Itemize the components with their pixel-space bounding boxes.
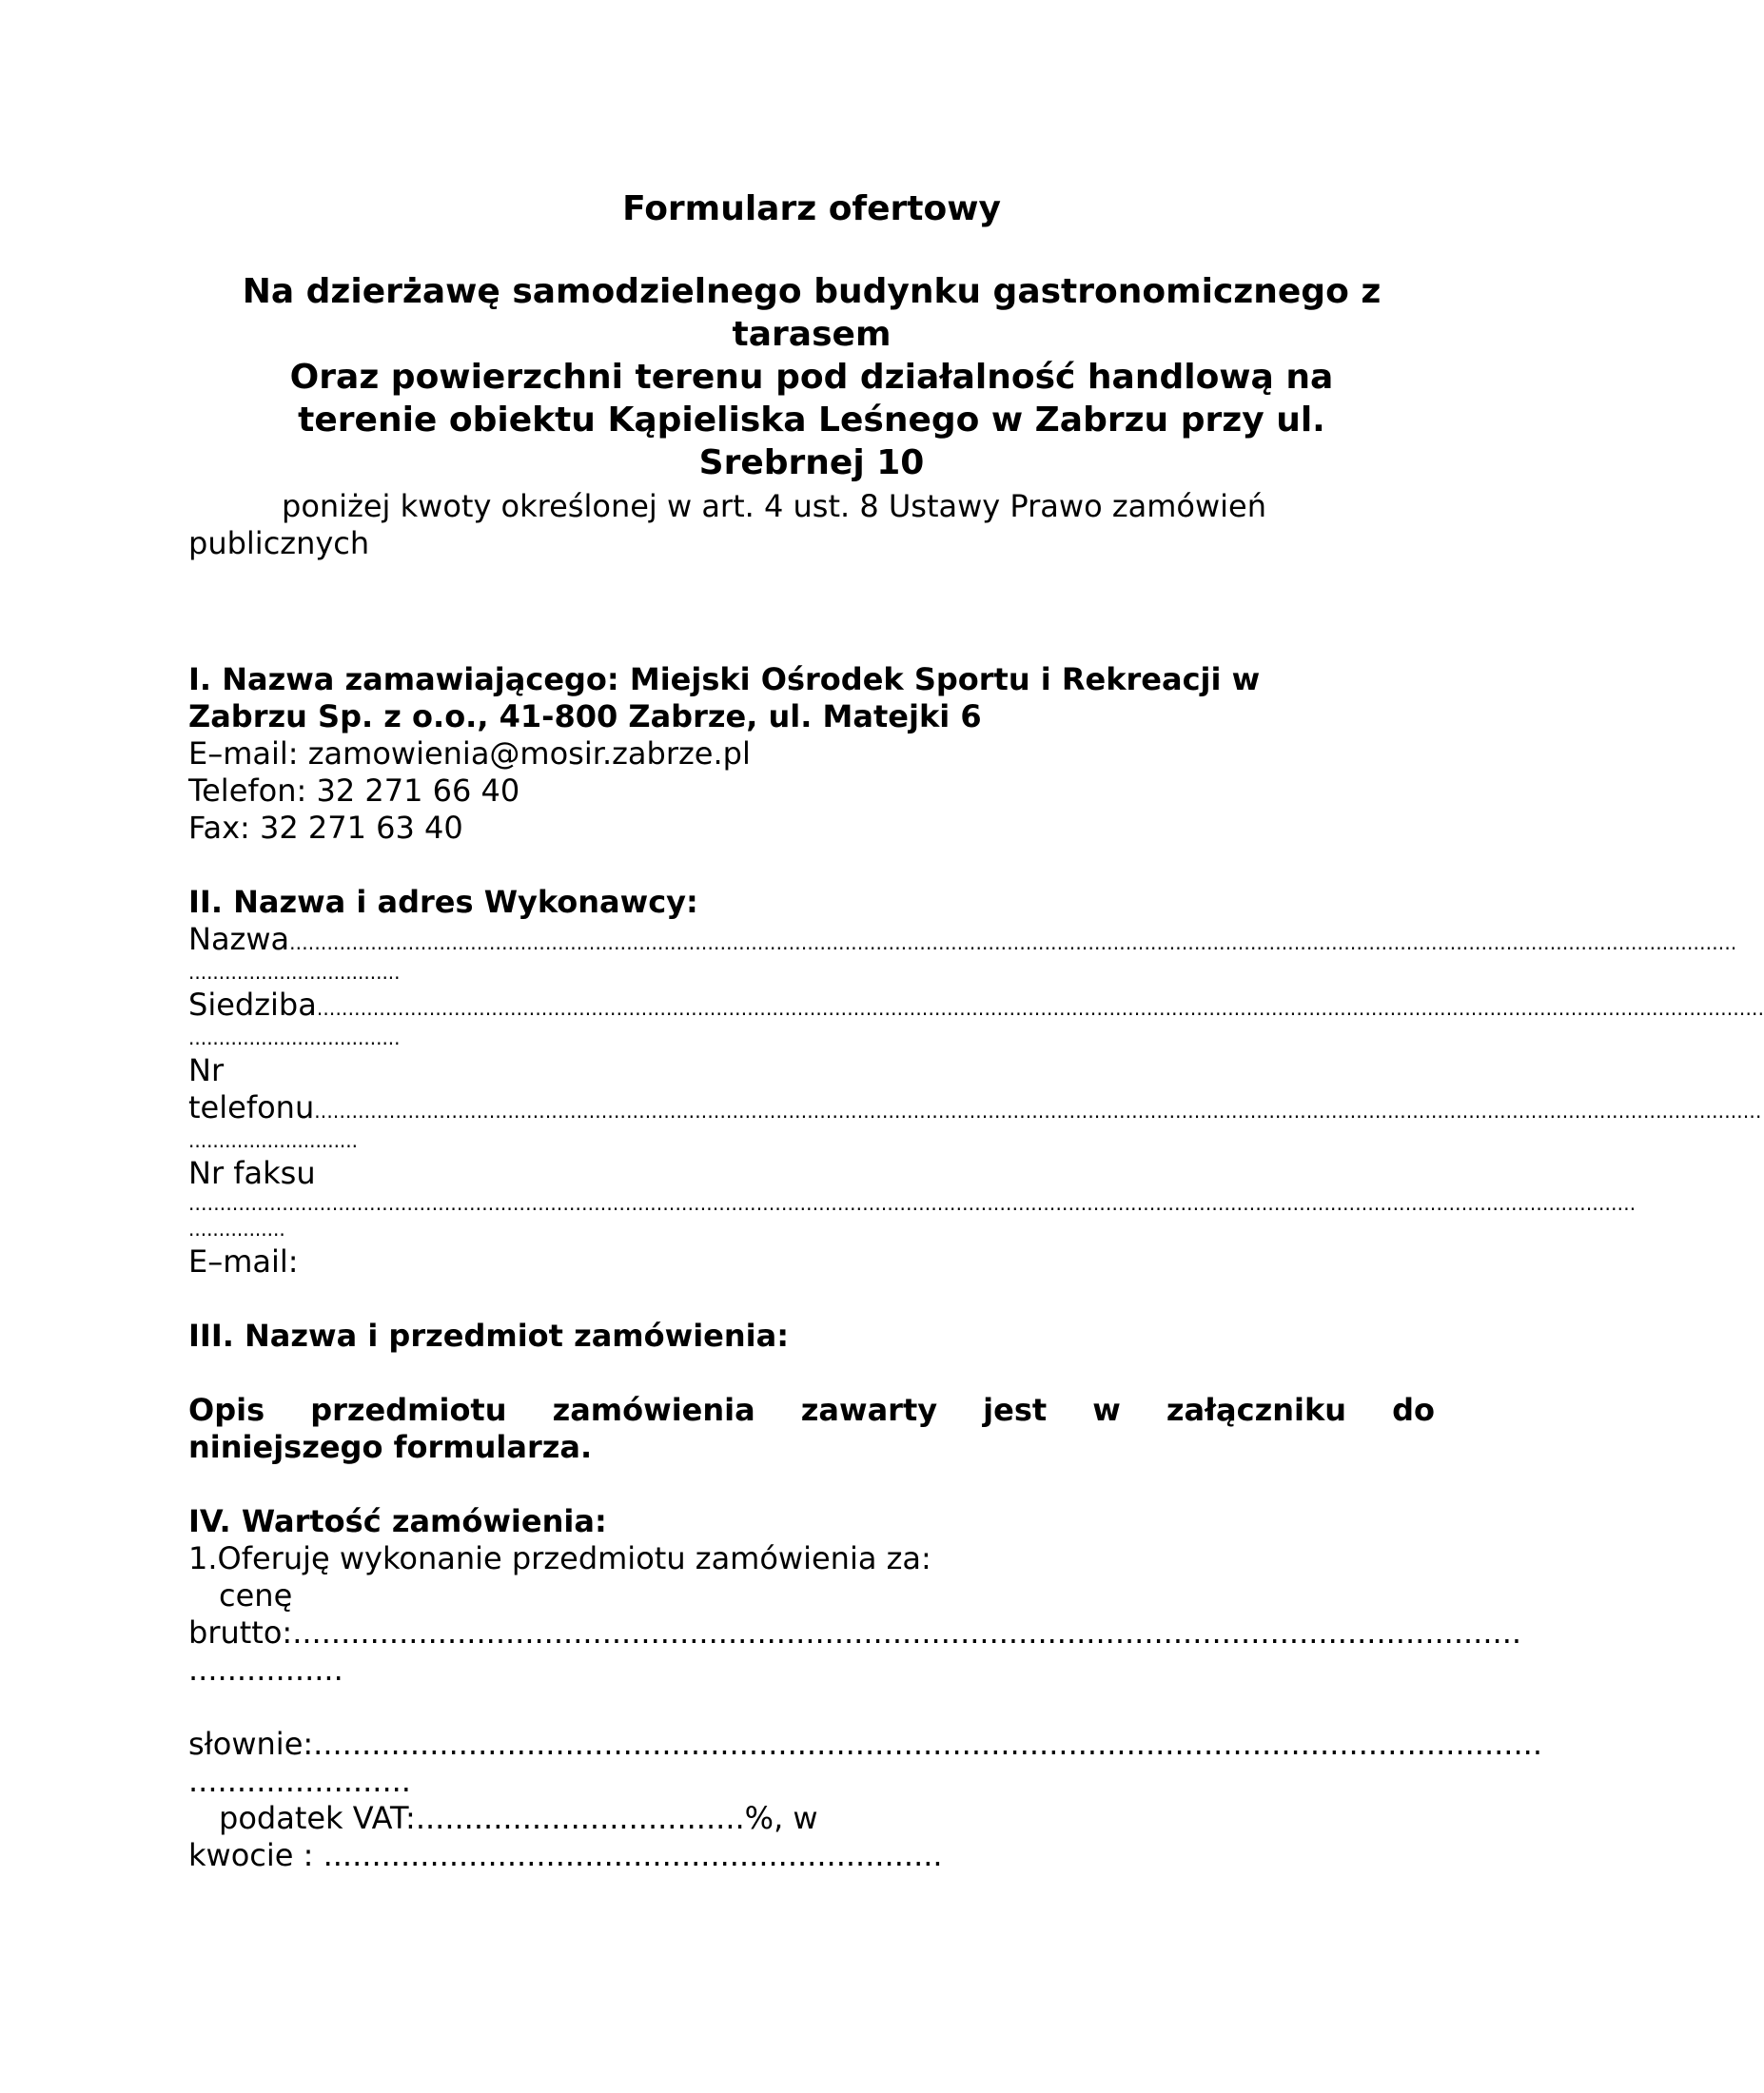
section-subject — [188, 1318, 1435, 1466]
word: zamówienia — [552, 1392, 755, 1428]
document-subtitle — [188, 270, 1435, 484]
subtitle-line: Srebrnej 10 — [698, 443, 925, 482]
subtitle-line: Oraz powierzchni terenu pod działalność handlową na — [289, 358, 1334, 397]
subtitle-line: Na dzierżawę samodzielnego budynku gastronomicznego z — [242, 272, 1382, 311]
fill-dots: ................ — [188, 1218, 285, 1241]
contractor-phone-field[interactable] — [188, 1089, 1762, 1126]
fill-dots: ........................................................................................................................................................................................................................................ — [188, 1192, 1637, 1215]
fill-dots: ................................... — [188, 961, 401, 984]
fill-dots: ....................... — [188, 1763, 411, 1799]
section-heading: II. Nazwa i adres Wykonawcy: — [188, 884, 698, 920]
contractor-name-field[interactable] — [188, 921, 1737, 958]
fill-dots: ........................................................................................................................................................................................................................................ — [316, 997, 1764, 1020]
section-contracting-authority — [188, 661, 1435, 847]
legal-note — [188, 488, 1435, 562]
document-page — [188, 186, 1764, 1874]
document-title: Formularz ofertowy — [622, 189, 1001, 228]
field-label: Nr faksu — [188, 1155, 316, 1191]
field-label: brutto: — [188, 1614, 293, 1651]
section-heading: Zabrzu Sp. z o.o., 41-800 Zabrze, ul. Matejki 6 — [188, 698, 982, 734]
field-label: słownie: — [188, 1726, 314, 1762]
field-label: Nr — [188, 1052, 225, 1088]
field-label: cenę — [219, 1577, 293, 1614]
fill-dots: ........................................................................................................................................................................................................................................ — [314, 1100, 1762, 1123]
field-label: Nazwa — [188, 921, 290, 957]
authority-phone: Telefon: 32 271 66 40 — [188, 773, 520, 809]
contractor-email-field[interactable]: E–mail: — [188, 1243, 299, 1280]
contractor-fax-field[interactable] — [188, 1192, 1637, 1215]
fill-dots: ................ — [188, 1652, 343, 1688]
field-label: Siedziba — [188, 987, 317, 1023]
price-in-words-field[interactable] — [188, 1726, 1542, 1763]
legal-note-line: poniżej kwoty określonej w art. 4 ust. 8 Ustawy Prawo zamówień — [282, 488, 1267, 524]
subtitle-line: tarasem — [732, 315, 892, 354]
word: w — [1092, 1392, 1121, 1428]
section-contractor — [188, 884, 1764, 1281]
word: Opis — [188, 1392, 265, 1428]
word: załączniku — [1166, 1392, 1346, 1428]
subject-description-line: niniejszego formularza. — [188, 1429, 593, 1465]
word: przedmiotu — [310, 1392, 507, 1428]
word: zawarty — [800, 1392, 938, 1428]
section-heading: III. Nazwa i przedmiot zamówienia: — [188, 1318, 789, 1354]
vat-amount-field[interactable]: kwocie : ................................................................ — [188, 1837, 943, 1873]
vat-field[interactable]: podatek VAT:..................................%, w — [219, 1800, 818, 1836]
section-value — [188, 1503, 1542, 1874]
authority-fax: Fax: 32 271 63 40 — [188, 810, 463, 846]
field-label: telefonu — [188, 1089, 315, 1125]
section-heading: IV. Wartość zamówienia: — [188, 1503, 607, 1539]
word: do — [1392, 1392, 1435, 1428]
fill-dots: ............................ — [188, 1129, 359, 1152]
fill-dots: ............................................................................................................................... — [313, 1726, 1542, 1762]
section-heading: I. Nazwa zamawiającego: Miejski Ośrodek Sportu i Rekreacji w — [188, 661, 1261, 697]
subtitle-line: terenie obiektu Kąpieliska Leśnego w Zabrzu przy ul. — [298, 401, 1325, 440]
offer-statement: 1.Oferuję wykonanie przedmiotu zamówienia za: — [188, 1540, 931, 1576]
subject-description-line — [188, 1392, 1435, 1429]
fill-dots: ................................... — [188, 1027, 401, 1049]
gross-price-field[interactable] — [188, 1614, 1522, 1652]
contractor-seat-field[interactable] — [188, 987, 1764, 1024]
legal-note-line: publicznych — [188, 525, 370, 561]
word: jest — [983, 1392, 1048, 1428]
fill-dots: ........................................................................................................................................................................................................................................ — [289, 931, 1737, 954]
fill-dots: ............................................................................................................................... — [292, 1614, 1522, 1651]
authority-email: E–mail: zamowienia@mosir.zabrze.pl — [188, 735, 751, 772]
